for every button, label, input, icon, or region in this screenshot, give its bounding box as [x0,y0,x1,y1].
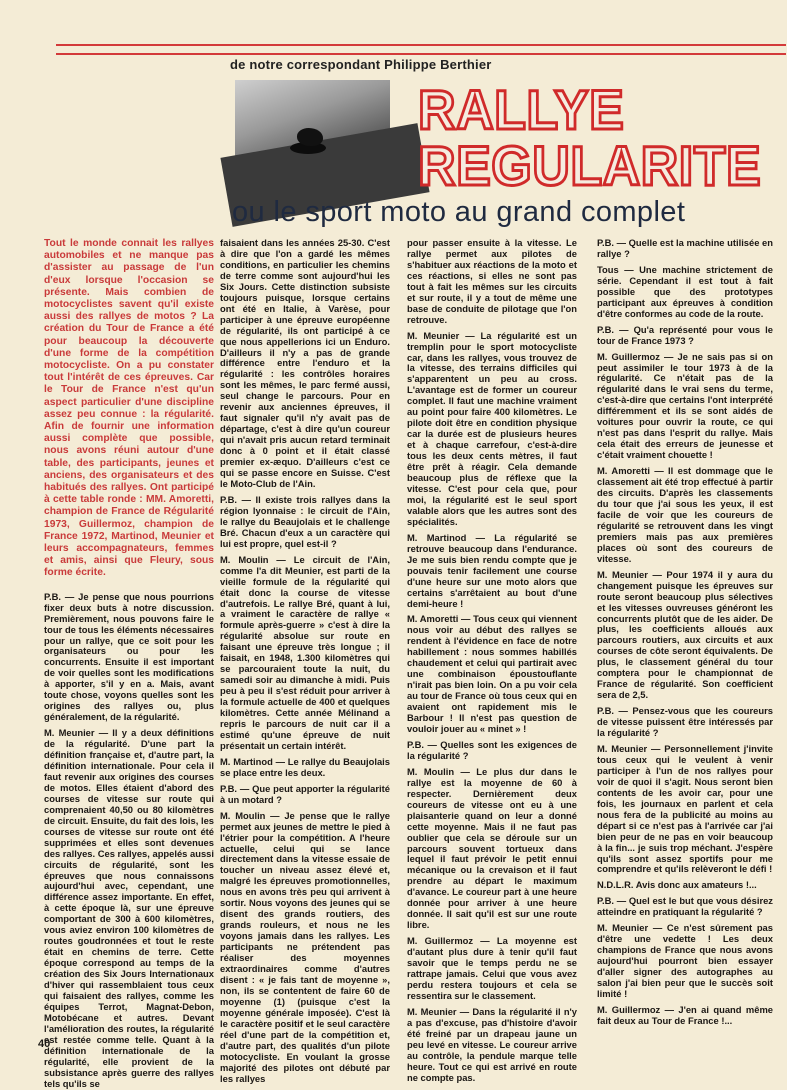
paragraph: P.B. — Pensez-vous que les coureurs de vitesse puissent être intéressés par la régularité ? [597,705,773,739]
paragraph: M. Moulin — Le circuit de l'Ain, comme l'a dit Meunier, est parti de la vieille formule de la régularité qui était donc la course de vitesse d'autrefois. Le rallye Bré, quant à lui, a vraiment le caractère de rallye « formule après-guerre » c'est à dire la régularité absolue sur route en faisant une épreuve très longue ; il faisait, en 1948, 1.300 kilomètres qui se parcouraient toute la nuit, du samedi soir au dimanche à midi. Puis peu à peu il s'est réduit pour arriver à la formule actuelle de 400 et quelques kilomètres. Cette année Mélinand a repris le parcours de nuit car il a estimé qu'une épreuve de nuit présentait un certain intérêt. [220,553,390,751]
paragraph: M. Martinod — Le rallye du Beaujolais se place entre les deux. [220,755,390,778]
page-number: 40 [38,1038,51,1050]
paragraph: M. Moulin — Je pense que le rallye permet aux jeunes de mettre le pied à l'étrier pour la compétition. A l'heure actuelle, celui qui se lance directement dans la vitesse essaie de toucher un niveau assez élevé et, malgré les épreuves promotionnelles, nous en avons très peu qui arrivent à sortir. Nous voyons des jeunes qui se disent des grands routiers, des grands rouleurs, et nous ne les voyons jamais dans les rallyes. Les participants ne prétendent pas réaliser des moyennes extraordinaires comme d'autres disent : « je fais tant de moyenne », non, ils se contentent de faire 60 de moyenne (1) (puisque c'est la moyenne générale imposée). C'est là le caractère positif et le seul caractère réel d'une part de la compétition et, d'autre part, des qualités d'un pilote motocycliste. En voulant la grosse majorité des pilotes ont débuté par les rallyes [220,809,390,1084]
paragraph: M. Meunier — Il y a deux définitions de la régularité. D'une part la définition française et, d'autre part, la définition internationale. Pour cela il faut revenir aux origines des courses de motos. Elles étaient d'abord des courses de vitesse sur route qui comprenaient 40,50 ou 80 kilomètres de circuit. Ensuite, du fait des lois, les courses de vitesse sur route ont été supprimées et elles sont devenues des rallyes. Ces rallyes, appelés aussi circuits de régularité, sont les épreuves que nous connaissons aujourd'hui avec, cependant, une différence assez importante. En effet, à cette époque là, sur une épreuve comportant de 300 à 600 kilomètres, vous aviez environ 100 kilomètres de routes goudronnées et tout le reste était en chemins de terre. Cette époque correspond au temps de la création des Six Jours Internationaux d'hiver qui rassemblaient tous ceux qui faisaient des rallyes, comme les équipes Terrot, Magnat-Debon, Motobécane et autres. Devant l'amélioration des routes, la régularité est restée comme telle. Quant à la définition internationale de la régularité, elle provient de la subsistance après guerre des rallyes tels qu'ils se [44,727,214,1089]
byline: de notre correspondant Philippe Berthier [230,57,492,72]
paragraph: P.B. — Il existe trois rallyes dans la région lyonnaise : le circuit de l'Ain, le rallye du Beaujolais et le challenge Bré. Chacun d'eux a un caractère qui lui est propre, quel est-il ? [220,493,390,549]
title-line-2: REGULARITE [418,134,762,197]
subtitle: ou le sport moto au grand complet [232,196,686,228]
top-red-rule [56,44,786,46]
column-3 [407,237,577,1083]
column-1 [44,238,214,1089]
paragraph: M. Guillermoz — Je ne sais pas si on peut assimiler le tour 1973 à de la régularité. Ce n'était pas de la régularité dans le vrai sens du terme, c'est-à-dire que certains l'ont interprété différemment et ils se sont aidés de voitures pour ouvrir la route, ce qui n'est pas dans l'esprit du rallye. Mais cela était des erreurs de jeunesse et c'était vraiment chouette ! [597,350,773,461]
paragraph: P.B. — Quelles sont les exigences de la régularité ? [407,738,577,761]
paragraph: Tous — Une machine strictement de série. Cependant il est tout à fait possible que des prototypes participant aux épreuves à condition d'être conformes au code de la route. [597,263,773,319]
paragraph: P.B. — Quelle est la machine utilisée en rallye ? [597,237,773,259]
paragraph: P.B. — Que peut apporter la régularité à un motard ? [220,782,390,805]
column-2 [220,237,390,1084]
paragraph: P.B. — Qu'a représenté pour vous le tour de France 1973 ? [597,323,773,346]
intro-paragraph: Tout le monde connait les rallyes automobiles et ne manque pas d'assister au passage de l'un d'eux lorsque l'occasion se présente. Mais combien de motocyclistes savent qu'il existe aussi des rallyes de motos ? La création du Tour de France a été pour beaucoup la découverte d'une forme de la compétition motocycliste. On a pu constater tout l'intérêt de ces épreuves. Car le Tour de France n'est qu'un aspect particulier d'une discipline assez peu connue : la régularité. Afin de fournir une information aussi complète que possible, nous avons réuni autour d'une table, des participants, jeunes et anciens, des organisateurs et des habitués des rallyes. Ont participé à cette table ronde : MM. Amoretti, champion de France de Régularité 1973, Guillermoz, champion de France 1972, Martinod, Meunier et leurs accompagnateurs, femmes et amis, ainsi que Fleury, sous forme écrite. [44,238,214,579]
paragraph: P.B. — Quel est le but que vous désirez atteindre en pratiquant la régularité ? [597,895,773,918]
paragraph: M. Meunier — La régularité est un tremplin pour le sport motocycliste car, dans les rallyes, vous trouvez de la vitesse, des terrains difficiles qui s'apparentent un peu au cross. L'avantage est de former un coureur complet. Il faut une machine vraiment au point pour faire 400 kilomètres. Le pilote doit être en condition physique car la durée est de plusieurs heures et à chaque carrefour, c'est-à-dire tous les deux cents mètres, il faut être prêt à réagir. Cela demande beaucoup plus de réflexe que la vitesse. C'est pour cela que, pour moi, la régularité est le seul sport valable alors que les autres sont des spécialités. [407,329,577,527]
paragraph: pour passer ensuite à la vitesse. Le rallye permet aux pilotes de s'habituer aux réactions de la moto et ces réactions, si elles ne sont pas tout à fait les mêmes sur les circuits et sur route, il y a tout de même une base de conduite de pilotage que l'on retrouve. [407,237,577,325]
second-red-rule [56,53,786,55]
paragraph: M. Amoretti — Il est dommage que le classement ait été trop effectué à partir des circuits. D'après les classements du tour que j'ai sous les yeux, il est facile de voir que les coureurs de régularité se retrouvent dans les vingt premiers mais pas aux premières places où sont des coureurs de vitesse. [597,465,773,564]
paragraph: M. Guillermoz — La moyenne est d'autant plus dure à tenir qu'il faut savoir que le temps perdu ne se rattrape jamais. Celui que vous avez perdu restera toujours et cela se ressentira sur le classement. [407,935,577,1001]
paragraph: M. Martinod — La régularité se retrouve beaucoup dans l'endurance. Je me suis bien rendu compte que je pouvais tenir facilement une course d'une heure sur une moto alors que certains s'arrêtaient au bout d'une demi-heure ! [407,531,577,609]
motorcycle-photo [235,80,390,190]
paragraph: M. Meunier — Pour 1974 il y aura du changement puisque les épreuves sur route seront beaucoup plus sélectives et les vitesses ouvreuses généront les concurrents plutôt que de les aider. De plus, les coefficients alloués aux parcours routiers, aux circuits et aux courses de côte seront équivalents. De plus, le classement général du tour comptera pour le championnat de France de régularité. Son coefficient sera de 2,5. [597,568,773,701]
paragraph: N.D.L.R. Avis donc aux amateurs !... [597,879,757,891]
paragraph: P.B. — Je pense que nous pourrions fixer deux buts à notre discussion. Premièrement, nous pouvons faire le tour de tous les éléments nécessaires pour un rallye, que ce soit pour les organisateurs ou pour les concurrents. Ensuite il est important de voir quelles sont les modifications à apporter, s'il y en a. Mais, avant toute chose, voyons quelles sont les origines des rallyes ou, plus généralement, de la régularité. [44,590,214,723]
paragraph: faisaient dans les années 25-30. C'est à dire que l'on a gardé les mêmes conditions, en particulier les chemins de terre comme sont aujourd'hui les Six Jours. Cette distinction subsiste toujours puisque, lorsque certains ont été en Italie, à Varèse, pour participer à une épreuve européenne de régularité, ils ont participé à ce que nous appellerions ici un Enduro. D'ailleurs il n'y a pas de grande différence entre l'enduro et la régularité : les contrôles horaires sont les mêmes, le parc fermé aussi, seul change le parcours. Pour en revenir aux anciennes épreuves, il faut signaler qu'il n'y avait pas de départage, c'est à dire qu'un coureur qui n'avait pris aucun retard terminait donc à 0 point et il était classé premier ex-æquo. D'ailleurs c'est ce qui se passe encore en Suisse. C'est le Moto-Club de l'Ain. [220,237,390,489]
column-4 [597,238,773,1050]
paragraph: M. Moulin — Le plus dur dans le rallye est la moyenne de 60 à respecter. Dernièrement deux coureurs de vitesse ont eu à une plaisanterie quand on leur a donné cette moyenne. Mais il ne faut pas oublier que cela se déroule sur un parcours souvent tortueux dans lequel il faut prévoir le petit ennui mécanique ou la crevaison et il faut prendre au départ le maximum d'avance. Le coureur part à une heure donnée pour arriver à une heure donnée. Il sait qu'il est sur une route libre. [407,765,577,931]
paragraph: M. Meunier — Dans la régularité il n'y a pas d'excuse, pas d'histoire d'avoir été freiné par un drapeau jaune un peu levé en vitesse. Le coureur arrive au contrôle, la pendule marque telle heure. Tout ce qui est arrivé en route ne compte pas. [407,1005,577,1083]
paragraph: M. Amoretti — Tous ceux qui viennent nous voir au début des rallyes se rendent à l'évidence en face de notre habillement : nous sommes habillés chaudement et celui qui partirait avec une combinaison époustouflante n'irait pas bien loin. On a pu voir cela au tour de France où tous ceux qui en avaient ont rapidement mis le Barbour ! Il n'est pas question de vouloir jouer au « minet » ! [407,613,577,734]
paragraph: M. Meunier — Ce n'est sûrement pas d'être une vedette ! Les deux champions de France que nous avons aujourd'hui pourront bien essayer d'aller signer des autographes au salon j'ai bien peur que le succès soit limité ! [597,922,773,999]
paragraph: M. Guillermoz — J'en ai quand même fait deux au Tour de France !... [597,1003,773,1026]
title-line-1: RALLYE [418,78,625,141]
paragraph: M. Meunier — Personnellement j'invite tous ceux qui le veulent à venir participer à l'un de nos rallyes pour voir de quoi il s'agit. Nous seront bien contents de les avoir car, pour une fois, les journaux en parlent et cela nous fera de la publicité au moins au départ si ce n'est pas à l'arrivée car j'ai bien peur de ne pas en voir beaucoup à la fin... je suis trop méchant. J'espère qu'ils sont assez sportifs pour me comprendre et qu'ils relèveront le défi ! [597,742,773,875]
